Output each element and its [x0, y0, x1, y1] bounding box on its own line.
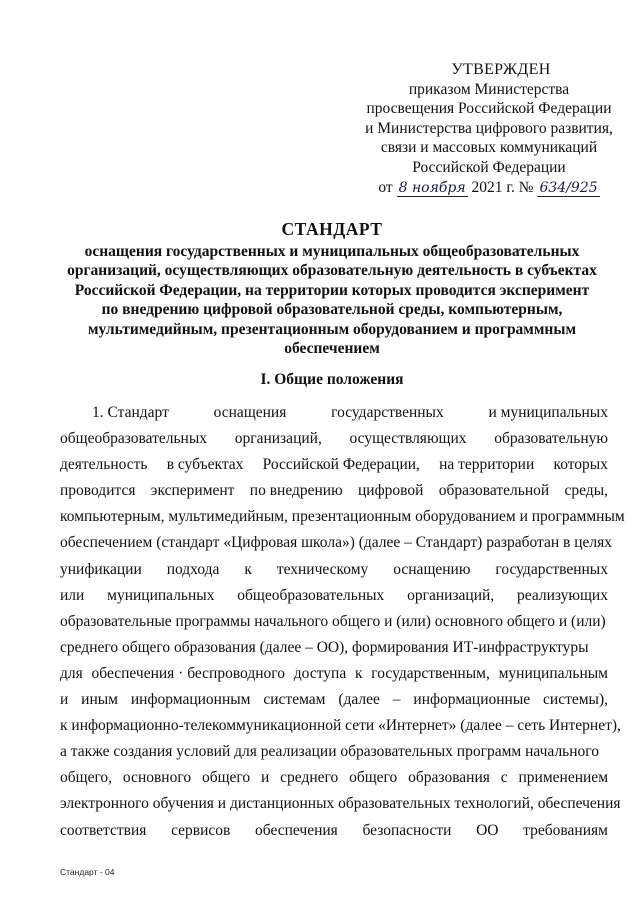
body-word: техническому — [276, 560, 369, 578]
body-word: государственных — [331, 404, 444, 421]
body-word: к — [354, 664, 363, 682]
body-line — [60, 818, 608, 844]
body-word: оснащения — [213, 404, 287, 421]
body-word: общеобразовательных — [60, 430, 208, 448]
body-word: системы), — [543, 691, 608, 709]
body-word: деятельность — [60, 456, 148, 474]
body-word: общего — [201, 769, 251, 787]
body-word: образования — [408, 769, 490, 787]
body-word: эксперимент — [150, 482, 235, 500]
body-word: и — [60, 691, 69, 709]
body-line — [60, 583, 608, 609]
body-line — [60, 739, 608, 765]
approval-line: и Министерства цифрового развития, — [365, 119, 613, 137]
body-word: иным — [81, 691, 118, 709]
body-word: и — [260, 769, 270, 787]
body-word: среднего общего образования (далее – ОО), формирования ИТ-инфраструктуры — [60, 638, 589, 656]
body-word: информационным — [130, 691, 251, 709]
body-word: обеспечением (стандарт «Цифровая школа») (далее – Стандарт) разработан в целях — [60, 534, 612, 552]
body-word: или — [60, 586, 85, 604]
handwritten-date: 8 ноября — [398, 179, 466, 196]
page-footer: Стандарт - 04 — [60, 867, 115, 877]
body-word: государственным, — [371, 664, 490, 682]
body-word: общего, — [60, 769, 113, 787]
subtitle-line: Российской Федерации, на территории которых проводится эксперимент — [74, 281, 590, 299]
body-word: (далее — [338, 691, 380, 709]
body-word: основного — [122, 769, 192, 787]
body-line — [60, 791, 621, 817]
subtitle-line: организаций, осуществляющих образовательную деятельность в субъектах — [67, 262, 597, 280]
subtitle-line: мультимедийным, презентационным оборудованием и программным — [87, 320, 577, 338]
body-word: которых — [553, 456, 608, 474]
body-line — [60, 400, 608, 426]
body-word: организаций, — [407, 586, 495, 604]
subtitle-line: обеспечением — [284, 340, 380, 358]
body-word: компьютерным, мультимедийным, презентационным оборудованием и программным — [60, 508, 625, 526]
body-word: общеобразовательных — [237, 586, 385, 604]
body-word: проводится — [60, 482, 136, 500]
body-word: электронного обучения и дистанционных образовательных технологий, обеспечения — [60, 795, 621, 813]
body-word: среднего — [280, 769, 339, 787]
approval-line: связи и массовых коммуникаций — [380, 139, 598, 157]
body-word: и муниципальных — [488, 404, 608, 421]
body-word: требованиям — [523, 821, 608, 839]
approval-line: Российской Федерации — [412, 158, 566, 176]
body-line — [60, 478, 608, 504]
handwritten-number: 634/925 — [539, 179, 598, 196]
subtitle-line: по внедрению цифровой образовательной среды, компьютерным, — [101, 301, 563, 319]
body-word: образовательной — [438, 482, 550, 500]
date-suffix: 2021 г. № — [471, 178, 534, 196]
body-word: муниципальных — [107, 586, 215, 604]
body-word: Российской Федерации, — [262, 456, 420, 474]
body-word: ОО — [476, 821, 499, 839]
body-word: образовательные программы начального общего и (или) основного общего и (или) — [60, 612, 606, 630]
body-line — [60, 557, 608, 583]
body-word: к информационно-телекоммуникационной сети «Интернет» (далее – сеть Интернет), — [60, 717, 621, 735]
body-line — [60, 530, 612, 556]
body-word: для — [60, 664, 83, 682]
body-line — [60, 609, 608, 635]
body-word: применением — [518, 769, 608, 787]
body-line — [60, 713, 621, 739]
body-word: обеспечения · беспроводного — [91, 664, 286, 682]
body-word: организаций, — [234, 430, 322, 448]
subtitle-line: оснащения государственных и муниципальных общеобразовательных — [84, 243, 580, 260]
section-heading: I. Общие положения — [260, 371, 404, 388]
document-title: СТАНДАРТ — [281, 219, 383, 239]
body-line — [60, 504, 625, 530]
body-line — [60, 765, 608, 791]
body-word: информационные — [413, 691, 531, 709]
body-word: унификации — [60, 560, 142, 578]
body-word: оснащению — [393, 560, 471, 578]
date-prefix: от — [378, 178, 393, 196]
body-word: реализующих — [517, 586, 608, 604]
body-word: общего — [349, 769, 398, 787]
approval-line: приказом Министерства — [408, 80, 570, 98]
body-word: осуществляющих — [349, 430, 467, 448]
body-word: государственных — [495, 560, 608, 578]
body-word: доступа — [293, 664, 347, 682]
body-word: муниципальным — [498, 664, 608, 682]
body-word: соответствия — [60, 821, 147, 839]
body-line — [60, 687, 608, 713]
body-word: 1. Стандарт — [92, 404, 169, 421]
body-word: образовательную — [494, 430, 608, 448]
body-word: на территории — [439, 456, 535, 474]
body-word: к — [244, 560, 252, 578]
body-text — [60, 400, 625, 844]
body-line — [60, 452, 608, 478]
approval-date-line — [378, 178, 599, 198]
body-word: с — [500, 769, 508, 787]
body-word: системам — [263, 691, 326, 709]
body-word: сервисов — [171, 821, 231, 839]
body-word: среды, — [564, 482, 608, 500]
body-word: цифровой — [358, 482, 424, 500]
approval-block — [348, 60, 630, 197]
body-word: по внедрению — [249, 482, 343, 500]
body-word: безопасности — [362, 821, 452, 839]
body-line — [60, 661, 608, 687]
body-word: – — [392, 691, 401, 709]
body-word: подхода — [166, 560, 220, 578]
document-heading — [60, 218, 604, 358]
body-line — [60, 635, 608, 661]
body-word: а также создания условий для реализации образовательных программ начального — [60, 743, 600, 761]
body-word: обеспечения — [255, 821, 338, 839]
body-line — [60, 426, 608, 452]
approval-line: просвещения Российской Федерации — [366, 100, 612, 118]
body-word: в субъектах — [166, 456, 244, 474]
approval-title: УТВЕРЖДЕН — [451, 61, 551, 78]
